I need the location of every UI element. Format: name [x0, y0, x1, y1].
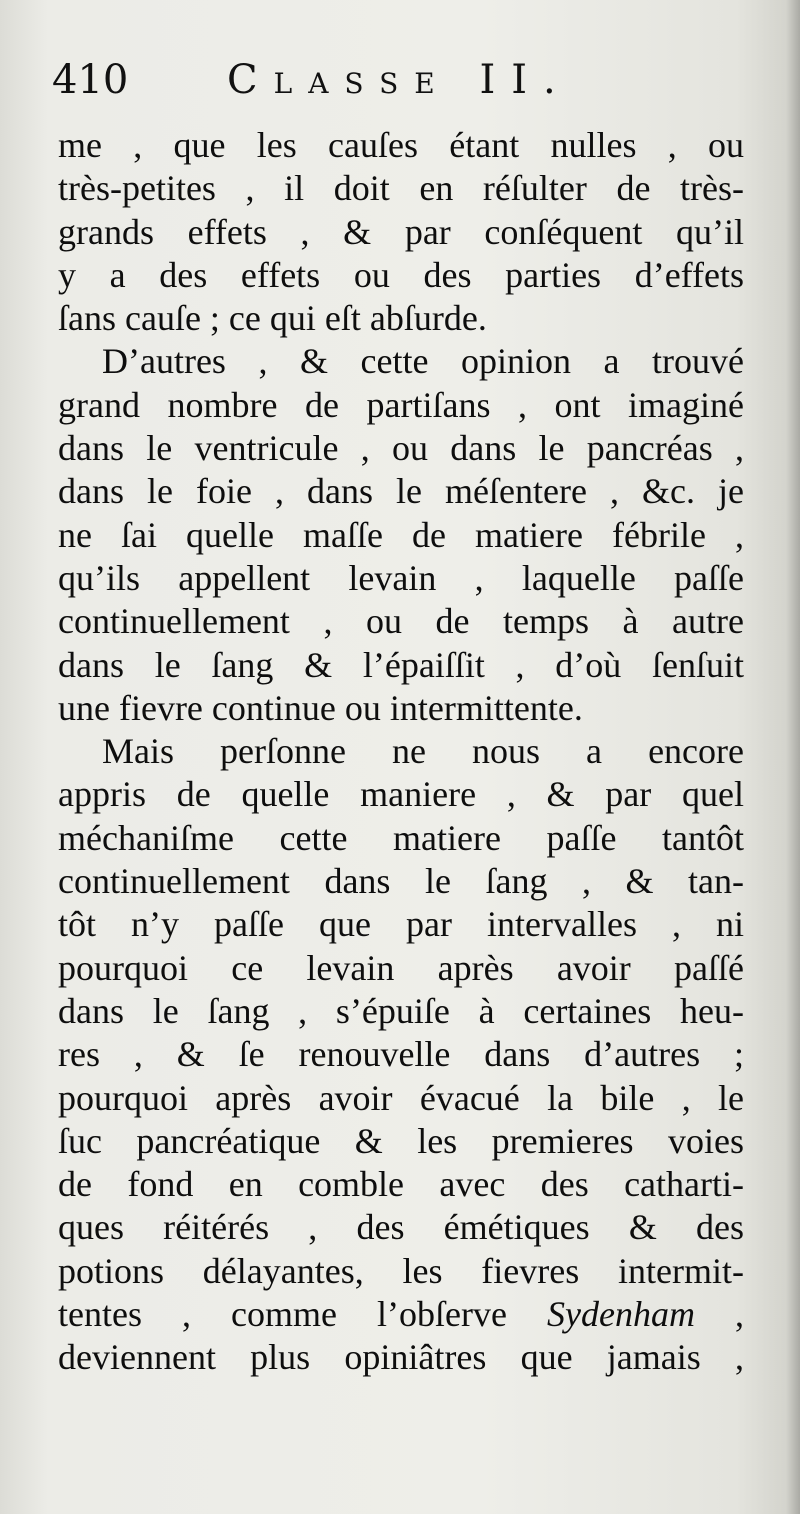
text-segment: tentes , comme l’obſerve [58, 1294, 507, 1335]
text-line: dans le ſang & l’épaiſſit , d’où ſenſuit [58, 644, 744, 685]
text-line: dans le ſang , s’épuiſe à certaines heu- [58, 990, 744, 1031]
page-number: 410 [52, 57, 129, 103]
running-title: Classe II. [227, 57, 572, 103]
page-gutter-shadow [786, 0, 800, 1514]
text-line: de fond en comble avec des catharti- [58, 1164, 744, 1205]
text-line: appris de quelle maniere , & par quel [58, 774, 744, 815]
running-head [52, 52, 752, 112]
text-line: y a des effets ou des parties d’effets [58, 254, 744, 295]
text-line: méchaniſme cette matiere paſſe tantôt [58, 817, 744, 858]
text-line: deviennent plus opiniâtres que jamais , [58, 1337, 744, 1378]
text-line: grand nombre de partiſans , ont imaginé [58, 384, 744, 425]
page-body-text [58, 124, 744, 1380]
text-line: res , & ſe renouvelle dans d’autres ; [58, 1034, 744, 1075]
text-line: continuellement dans le ſang , & tan- [58, 861, 744, 902]
text-line: une fievre continue ou intermittente. [58, 687, 583, 728]
text-line: grands effets , & par conſéquent qu’il [58, 211, 744, 252]
text-line: me , que les cauſes étant nulles , ou [58, 125, 744, 165]
text-line: ques réitérés , des émétiques & des [58, 1207, 744, 1248]
text-line: dans le foie , dans le méſentere , &c. je [58, 471, 744, 512]
text-segment: , [694, 1294, 744, 1335]
paragraph-first-line: D’autres , & cette opinion a trouvé [102, 341, 744, 382]
text-line: ſuc pancréatique & les premieres voies [58, 1120, 744, 1161]
text-line: qu’ils appellent levain , laquelle paſſe [58, 557, 744, 598]
text-line: pourquoi ce levain après avoir paſſé [58, 947, 744, 988]
text-line: ne ſai quelle maſſe de matiere fébrile , [58, 514, 744, 555]
text-line-with-name [58, 1293, 744, 1336]
text-line: dans le ventricule , ou dans le pancréas , [58, 428, 744, 469]
text-line: tôt n’y paſſe que par intervalles , ni [58, 904, 744, 945]
text-line: continuellement , ou de temps à autre [58, 601, 744, 642]
text-line: potions délayantes, les fievres intermit- [58, 1250, 744, 1291]
text-line: ſans cauſe ; ce qui eſt abſurde. [58, 298, 487, 339]
text-line: pourquoi après avoir évacué la bile , le [58, 1077, 744, 1118]
text-line: très-petites , il doit en réſulter de très- [58, 168, 744, 209]
italic-author-name: Sydenham [547, 1294, 695, 1335]
paragraph-first-line: Mais perſonne ne nous a encore [102, 731, 744, 772]
